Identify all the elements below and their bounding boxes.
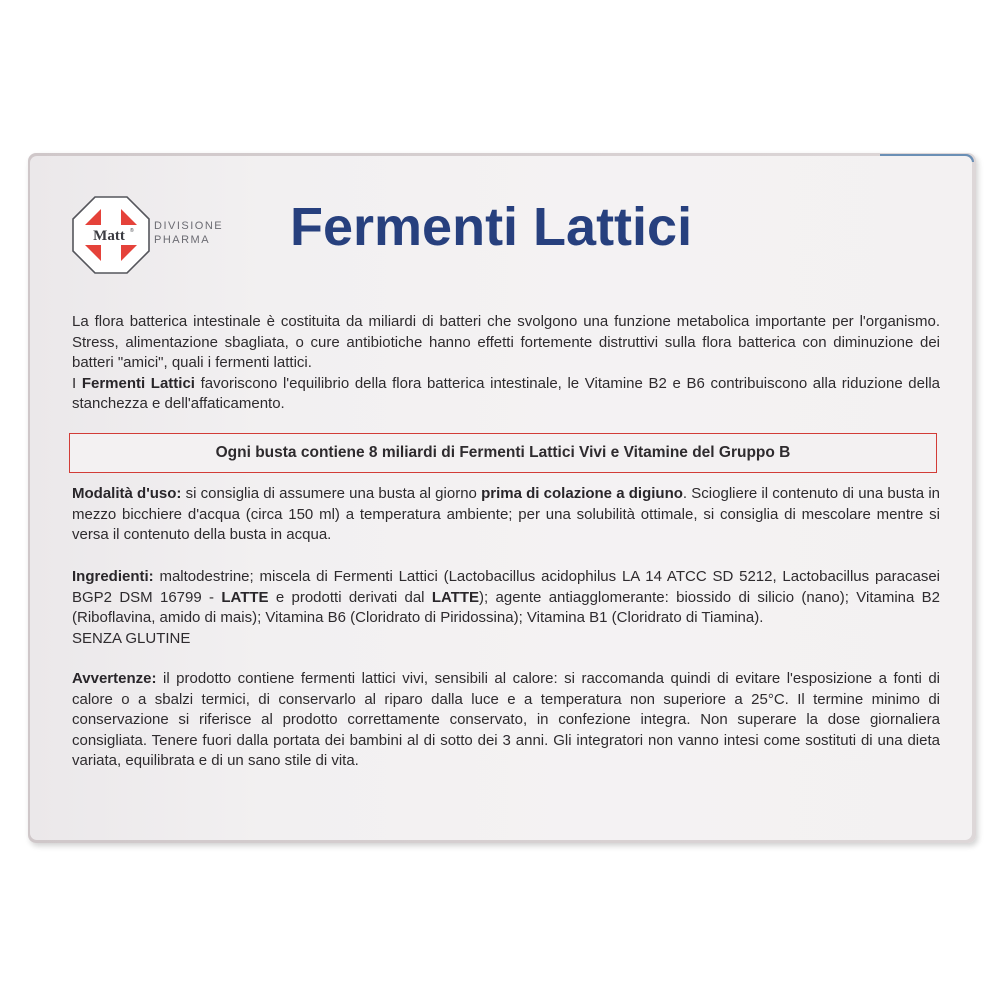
warnings-paragraph bbox=[72, 669, 940, 772]
division-line-1: DIVISIONE bbox=[154, 220, 224, 232]
usage-text-2: . Sciogliere il contenuto di una busta in mezzo bicchiere d'acqua (circa 150 ml) a temperatura ambiente; per una solubilità ottimale, si consiglia di mescolare mentre si versa il contenuto della busta in acqua. bbox=[72, 485, 940, 543]
ingredients-paragraph bbox=[72, 567, 940, 649]
svg-text:®: ® bbox=[130, 228, 134, 234]
warnings-label: Avvertenze: bbox=[72, 670, 157, 687]
ingredients-bold-2: LATTE bbox=[431, 588, 480, 606]
intro-bold: Fermenti Lattici bbox=[81, 374, 195, 392]
gluten-free-text: SENZA GLUTINE bbox=[72, 629, 191, 647]
usage-bold: prima di colazione a digiuno bbox=[481, 485, 683, 502]
intro-prefix: I bbox=[72, 374, 82, 392]
division-label bbox=[154, 219, 223, 247]
matt-logo bbox=[72, 196, 150, 274]
ingredients-text-3: ); agente antiagglomerante: biossido di silicio (nano); Vitamina B2 (Riboflavina, amido di mais); Vitamina B6 (Cloridrato di Piridossina); Vitamina B1 (Cloridrato di Tiamina). bbox=[72, 588, 940, 626]
ingredients-label: Ingredienti: bbox=[72, 568, 154, 585]
logo-cross-icon bbox=[72, 196, 150, 274]
usage-text-1: si consiglia di assumere una busta al giorno bbox=[181, 485, 482, 502]
warnings-text: il prodotto contiene fermenti lattici vivi, sensibili al calore: si raccomanda quindi di evitare l'esposizione a fonti di calore o a sbalzi termici, di conservarlo al riparo dalla luce e a temperatura non superiore a 25°C. Il termine minimo di conservazione si riferisce al prodotto correttamente conservato, in confezione integra. Non superare la dose giornaliera consigliata. Tenere fuori dalla portata dei bambini al di sotto dei 3 anni. Gli integratori non vanno intesi come sostituti di una dieta variata, equilibrata e di un sano stile di vita. bbox=[72, 670, 940, 769]
division-line-2: PHARMA bbox=[154, 234, 211, 246]
intro-rest: favoriscono l'equilibrio della flora batterica intestinale, le Vitamine B2 e B6 contribuiscono alla riduzione della stanchezza e dell'affaticamento. bbox=[72, 374, 940, 412]
usage-paragraph bbox=[72, 484, 940, 546]
logo-wordmark: Matt bbox=[93, 228, 125, 244]
ingredients-bold-1: LATTE bbox=[221, 588, 269, 606]
product-title: Fermenti Lattici bbox=[290, 197, 693, 257]
usage-label: Modalità d'uso: bbox=[72, 485, 182, 502]
intro-text: La flora batterica intestinale è costituita da miliardi di batteri che svolgono una funzione metabolica importante per l'organismo. Stress, alimentazione sbagliata, o cure antibiotiche hanno effetti fortemente distruttivi sulla flora batterica con diminuzione dei batteri "amici", quali i fermenti lattici. bbox=[72, 313, 940, 371]
ingredients-text-2: e prodotti derivati dal bbox=[268, 588, 432, 606]
highlight-box bbox=[69, 433, 937, 473]
intro-paragraph bbox=[72, 312, 940, 415]
ingredients-text-1: maltodestrine; miscela di Fermenti Lattici (Lactobacillus acidophilus LA 14 ATCC SD 5212, Lactobacillus paracasei BGP2 DSM 16799 - bbox=[72, 568, 940, 606]
highlight-text: Ogni busta contiene 8 miliardi di Fermenti Lattici Vivi e Vitamine del Gruppo B bbox=[215, 444, 791, 461]
